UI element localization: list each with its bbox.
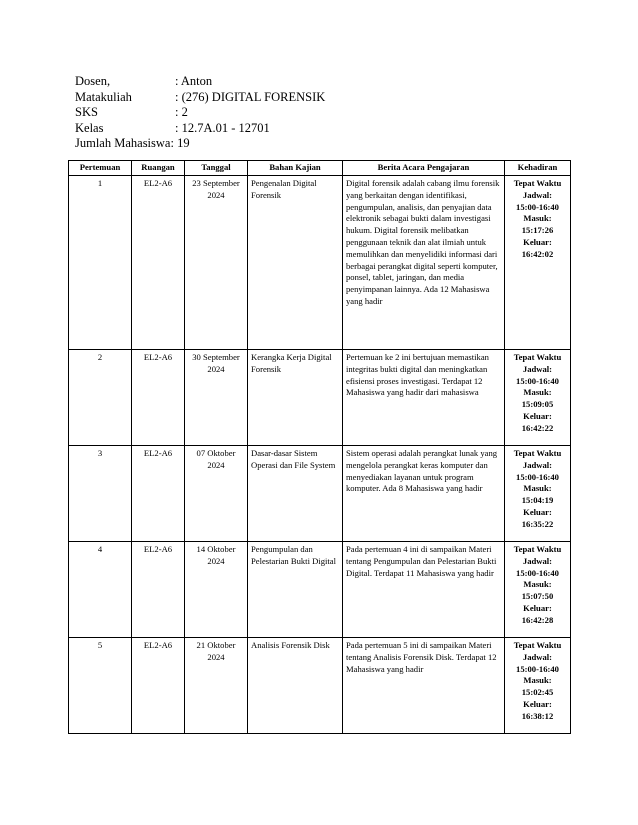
kehadiran-status: Tepat Waktu	[513, 544, 562, 554]
kehadiran-keluar-label: Keluar:	[523, 698, 552, 709]
table-row	[69, 176, 571, 350]
kehadiran-masuk-label: Masuk:	[523, 579, 552, 590]
jumlah-mahasiswa-value: : 19	[170, 136, 190, 150]
cell-pertemuan: 1	[69, 176, 132, 350]
cell-kehadiran	[505, 638, 571, 734]
table-header-row	[69, 161, 571, 176]
col-header-bahan-kajian: Bahan Kajian	[248, 161, 343, 176]
kehadiran-masuk: 15:17:26	[521, 225, 554, 236]
cell-berita-acara: Pada pertemuan 5 ini di sampaikan Materi tentang Analisis Forensik Disk. Terdapat 12 Mahasiswa yang hadir	[343, 638, 505, 734]
kehadiran-jadwal-label: Jadwal:	[522, 555, 553, 566]
kehadiran-keluar: 16:42:28	[521, 614, 554, 625]
kehadiran-masuk-label: Masuk:	[523, 387, 552, 398]
matakuliah-row	[75, 90, 325, 106]
cell-berita-acara: Pertemuan ke 2 ini bertujuan memastikan integritas bukti digital dan meningkatkan efisiensi proses investigasi. Terdapat 12 Mahasiswa yang hadir dari mahasiswa	[343, 350, 505, 446]
kehadiran-jadwal: 15:00-16:40	[516, 201, 559, 212]
kehadiran-jadwal: 15:00-16:40	[516, 375, 559, 386]
table-row	[69, 542, 571, 638]
cell-tanggal: 14 Oktober 2024	[185, 542, 248, 638]
cell-ruangan: EL2-A6	[132, 350, 185, 446]
kehadiran-status: Tepat Waktu	[513, 352, 562, 362]
col-header-berita-acara: Berita Acara Pengajaran	[343, 161, 505, 176]
table-row	[69, 350, 571, 446]
cell-pertemuan: 2	[69, 350, 132, 446]
table-row	[69, 638, 571, 734]
kehadiran-masuk-label: Masuk:	[523, 675, 552, 686]
kehadiran-status: Tepat Waktu	[513, 640, 562, 650]
kehadiran-jadwal: 15:00-16:40	[516, 567, 559, 578]
kehadiran-masuk-label: Masuk:	[523, 213, 552, 224]
cell-bahan-kajian: Pengumpulan dan Pelestarian Bukti Digital	[248, 542, 343, 638]
kehadiran-masuk: 15:02:45	[521, 687, 554, 698]
cell-ruangan: EL2-A6	[132, 638, 185, 734]
kehadiran-keluar: 16:38:12	[521, 710, 554, 721]
cell-kehadiran	[505, 446, 571, 542]
kehadiran-status: Tepat Waktu	[513, 178, 562, 188]
cell-pertemuan: 4	[69, 542, 132, 638]
kehadiran-keluar: 16:42:22	[521, 422, 554, 433]
matakuliah-value: : (276) DIGITAL FORENSIK	[175, 89, 326, 104]
cell-berita-acara: Digital forensik adalah cabang ilmu forensik yang berkaitan dengan identifikasi, pengumpulan, analisis, dan penyajian data elektronik sebagai bukti dalam investigasi hukum. Digital forensik melibatkan penggunaan teknik dan alat ilmiah untuk memulihkan dan menyelidiki informasi dari berbagai perangkat digital seperti komputer, ponsel, tablet, jaringan, dan media penyimpanan lainnya. Ada 12 Mahasiswa yang hadir	[343, 176, 505, 350]
col-header-kehadiran: Kehadiran	[505, 161, 571, 176]
matakuliah-label: Matakuliah	[75, 89, 132, 104]
cell-tanggal: 30 September 2024	[185, 350, 248, 446]
kehadiran-keluar-label: Keluar:	[523, 602, 552, 613]
col-header-tanggal: Tanggal	[185, 161, 248, 176]
kehadiran-status: Tepat Waktu	[513, 448, 562, 458]
cell-bahan-kajian: Kerangka Kerja Digital Forensik	[248, 350, 343, 446]
cell-bahan-kajian: Pengenalan Digital Forensik	[248, 176, 343, 350]
cell-bahan-kajian: Dasar-dasar Sistem Operasi dan File System	[248, 446, 343, 542]
kehadiran-jadwal-label: Jadwal:	[522, 363, 553, 374]
kelas-label: Kelas	[75, 120, 104, 135]
cell-kehadiran	[505, 542, 571, 638]
cell-tanggal: 23 September 2024	[185, 176, 248, 350]
cell-ruangan: EL2-A6	[132, 176, 185, 350]
kehadiran-keluar-label: Keluar:	[523, 506, 552, 517]
cell-bahan-kajian: Analisis Forensik Disk	[248, 638, 343, 734]
kehadiran-jadwal-label: Jadwal:	[522, 651, 553, 662]
dosen-value: : Anton	[175, 74, 213, 88]
kehadiran-keluar: 16:35:22	[521, 518, 554, 529]
table-row	[69, 446, 571, 542]
dosen-row	[75, 74, 325, 90]
cell-kehadiran	[505, 176, 571, 350]
kehadiran-jadwal: 15:00-16:40	[516, 663, 559, 674]
cell-ruangan: EL2-A6	[132, 542, 185, 638]
kehadiran-keluar: 16:42:02	[521, 248, 554, 259]
kehadiran-jadwal: 15:00-16:40	[516, 471, 559, 482]
col-header-ruangan: Ruangan	[132, 161, 185, 176]
kehadiran-masuk: 15:09:05	[521, 399, 554, 410]
kelas-row	[75, 121, 325, 137]
cell-ruangan: EL2-A6	[132, 446, 185, 542]
cell-kehadiran	[505, 350, 571, 446]
cell-pertemuan: 3	[69, 446, 132, 542]
col-header-pertemuan: Pertemuan	[69, 161, 132, 176]
cell-berita-acara: Sistem operasi adalah perangkat lunak yang mengelola perangkat keras komputer dan menyediakan layanan untuk program komputer. Ada 8 Mahasiswa yang hadir	[343, 446, 505, 542]
cell-tanggal: 07 Oktober 2024	[185, 446, 248, 542]
kehadiran-masuk-label: Masuk:	[523, 483, 552, 494]
sks-value: : 2	[175, 105, 188, 119]
kelas-value: : 12.7A.01 - 12701	[175, 120, 270, 135]
jumlah-mahasiswa-row	[75, 136, 325, 152]
sks-label: SKS	[75, 105, 98, 119]
cell-tanggal: 21 Oktober 2024	[185, 638, 248, 734]
attendance-table	[68, 160, 571, 734]
course-info-header	[75, 74, 325, 152]
kehadiran-keluar-label: Keluar:	[523, 236, 552, 247]
dosen-label: Dosen,	[75, 74, 111, 88]
kehadiran-jadwal-label: Jadwal:	[522, 459, 553, 470]
cell-berita-acara: Pada pertemuan 4 ini di sampaikan Materi tentang Pengumpulan dan Pelestarian Bukti Digital. Terdapat 11 Mahasiswa yang hadir	[343, 542, 505, 638]
kehadiran-jadwal-label: Jadwal:	[522, 189, 553, 200]
sks-row	[75, 105, 325, 121]
kehadiran-keluar-label: Keluar:	[523, 410, 552, 421]
kehadiran-masuk: 15:07:50	[521, 591, 554, 602]
jumlah-mahasiswa-label: Jumlah Mahasiswa	[75, 136, 171, 150]
kehadiran-masuk: 15:04:19	[521, 495, 554, 506]
cell-pertemuan: 5	[69, 638, 132, 734]
